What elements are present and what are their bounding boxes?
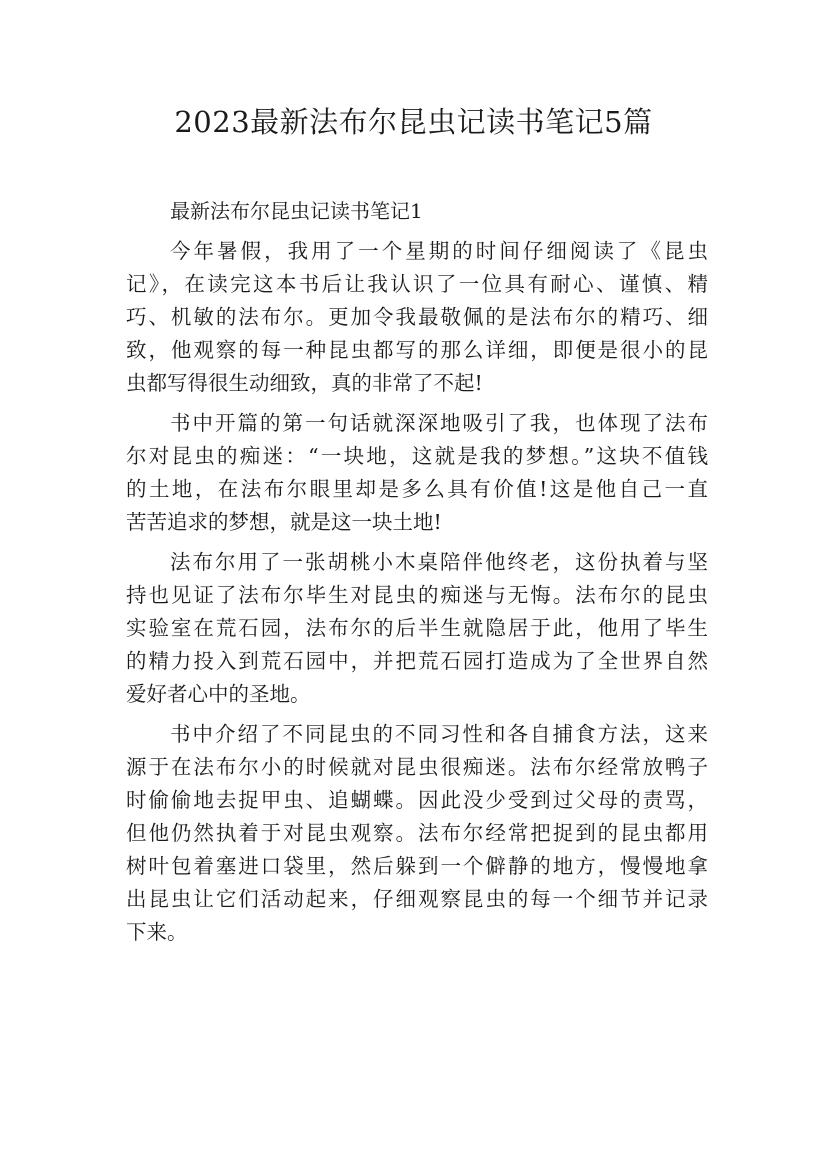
paragraph-line: 记》，在读完这本书后让我认识了一位具有耐心、谨慎、精: [126, 272, 708, 296]
paragraph-line: 持也见证了法布尔毕生对昆虫的痴迷与无悔。法布尔的昆虫: [126, 583, 708, 607]
paragraph-line: 尔对昆虫的痴迷：“一块地，这就是我的梦想。”这块不值钱: [126, 444, 708, 468]
paragraph-line: 书中介绍了不同昆虫的不同习性和各自捕食方法，这来: [170, 722, 708, 746]
paragraph-line: 苦苦追求的梦想，就是这一块土地!: [126, 510, 442, 534]
paragraph-line: 致，他观察的每一种昆虫都写的那么详细，即便是很小的昆: [126, 338, 708, 362]
paragraph-line: 的土地，在法布尔眼里却是多么具有价值!这是他自己一直: [126, 477, 708, 501]
paragraph-line: 时偷偷地去捉甲虫、追蝴蝶。因此没少受到过父母的责骂，: [126, 788, 708, 812]
paragraph-1: [126, 235, 708, 400]
paragraph-4: [126, 718, 708, 949]
paragraph-2: [126, 407, 708, 539]
section-heading: 最新法布尔昆虫记读书笔记1: [170, 199, 423, 223]
paragraph-line: 实验室在荒石园，法布尔的后半生就隐居于此，他用了毕生: [126, 616, 708, 640]
paragraph-line: 巧、机敏的法布尔。更加令我最敬佩的是法布尔的精巧、细: [126, 305, 708, 329]
paragraph-line: 法布尔用了一张胡桃小木桌陪伴他终老，这份执着与坚: [170, 550, 708, 574]
paragraph-line: 下来。: [126, 920, 188, 944]
paragraph-line: 出昆虫让它们活动起来，仔细观察昆虫的每一个细节并记录: [126, 887, 708, 911]
paragraph-line: 虫都写得很生动细致，真的非常了不起!: [126, 371, 483, 395]
document-body: [126, 195, 708, 949]
paragraph-line: 的精力投入到荒石园中，并把荒石园打造成为了全世界自然: [126, 649, 708, 673]
paragraph-line: 树叶包着塞进口袋里，然后躲到一个僻静的地方，慢慢地拿: [126, 854, 708, 878]
paragraph-line: 今年暑假，我用了一个星期的时间仔细阅读了《昆虫: [170, 239, 708, 263]
paragraph-line: 源于在法布尔小的时候就对昆虫很痴迷。法布尔经常放鸭子: [126, 755, 708, 779]
paragraph-line: 但他仍然执着于对昆虫观察。法布尔经常把捉到的昆虫都用: [126, 821, 708, 845]
paragraph-line: 书中开篇的第一句话就深深地吸引了我，也体现了法布: [170, 411, 708, 435]
paragraph-3: [126, 546, 708, 711]
paragraph-line: 爱好者心中的圣地。: [126, 682, 311, 706]
document-title: 2023最新法布尔昆虫记读书笔记5篇: [174, 105, 653, 139]
